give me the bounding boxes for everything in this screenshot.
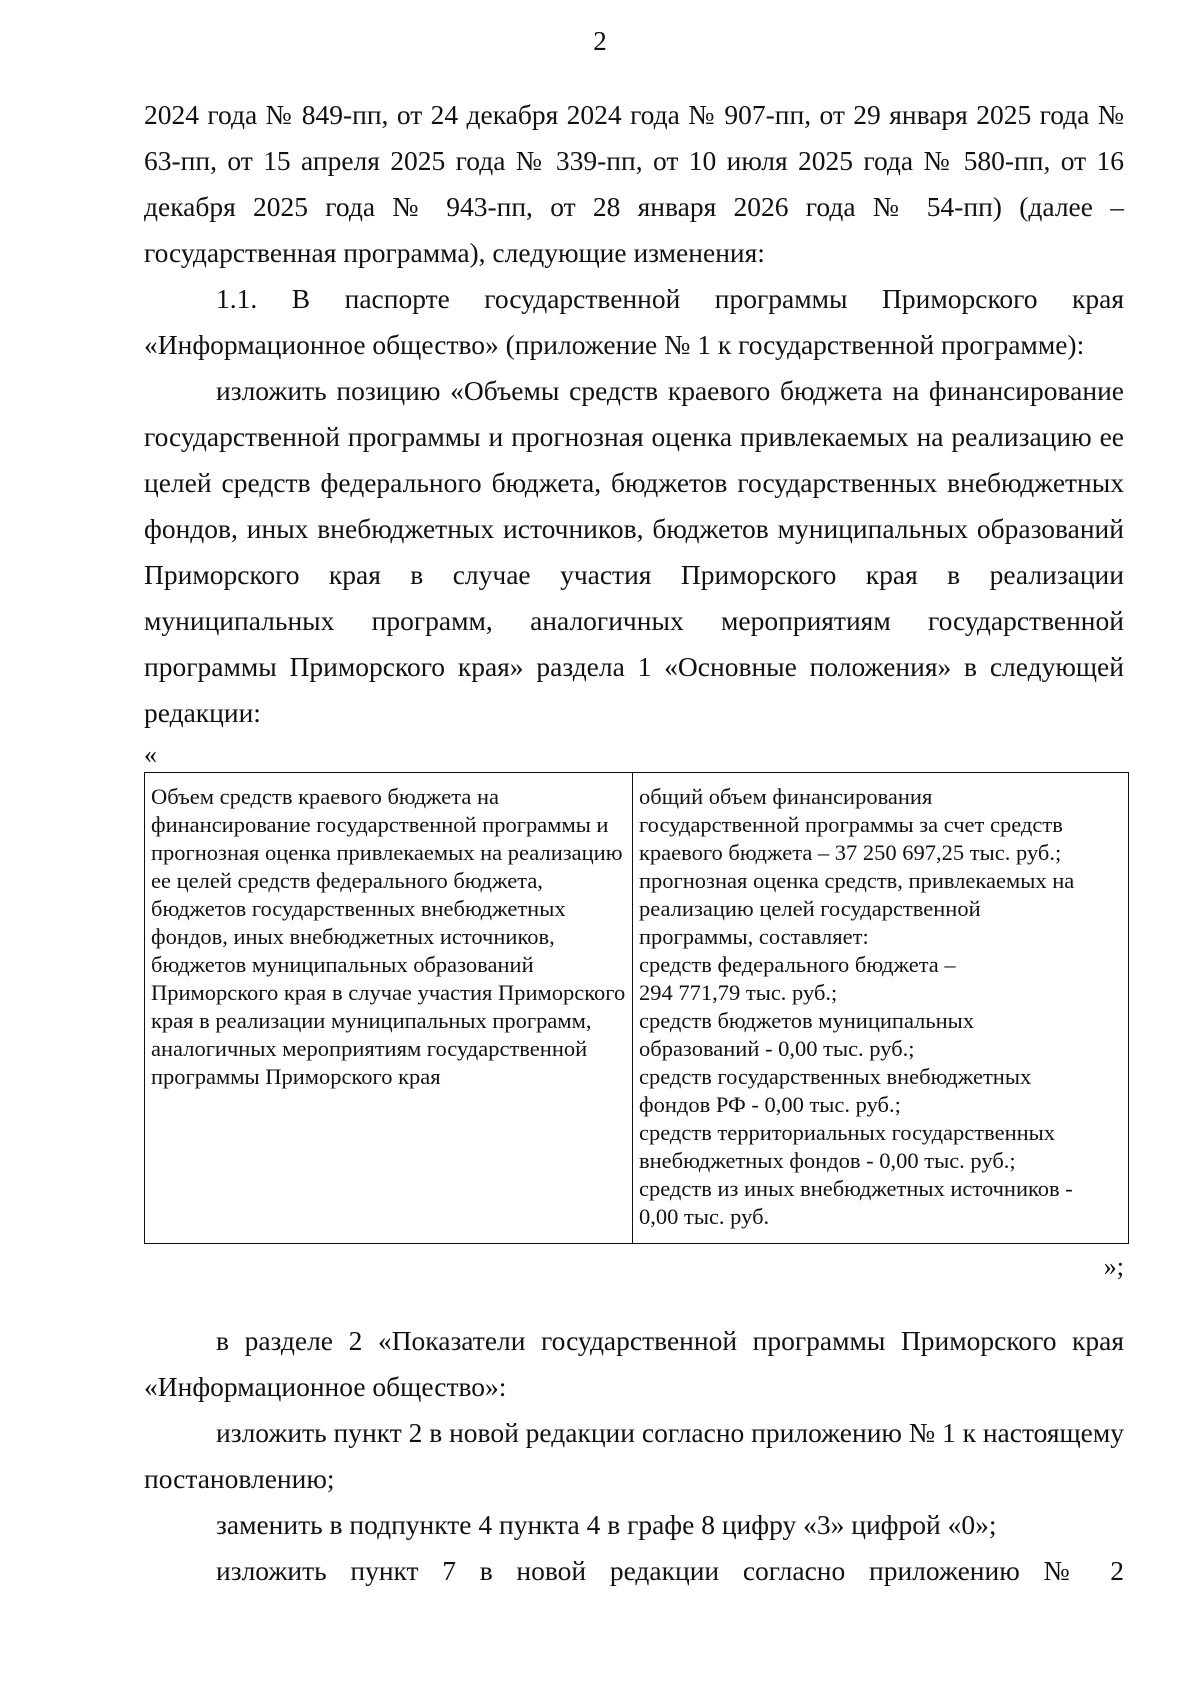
table-cell-position-value (633, 773, 1129, 1244)
cell-line: программы, составляет: (639, 924, 869, 949)
cell-line: средств бюджетов муниципальных (639, 1008, 975, 1033)
cell-line: фондов РФ - 0,00 тыс. руб.; (639, 1092, 901, 1117)
paragraph-state-position: изложить позицию «Объемы средств краевого бюджета на финансирование государственной программы и прогнозная оценка привлекаемых на реализацию ее целей средств федерального бюджета, бюджетов государственных внебюджетных фондов, иных внебюджетных источников, бюджетов муниципальных образований Приморского края в случае участия Приморского края в реализации муниципальных программ, аналогичных мероприятиям государственной программы Приморского края» раздела 1 «Основные положения» в следующей редакции: (144, 375, 1124, 728)
cell-line: средств федерального бюджета – (639, 952, 956, 977)
table-row (145, 773, 1129, 1244)
amendments-section (144, 1318, 1124, 1594)
cell-line: средств территориальных государственных (639, 1120, 1056, 1145)
paragraph-subitem-4: заменить в подпункте 4 пункта 4 в графе 8 цифру «3» цифрой «0»; (216, 1509, 997, 1540)
paragraph-1-1: 1.1. В паспорте государственной программы Приморского края «Информационное общество» (приложение № 1 к государственной программе): (144, 283, 1124, 360)
document-body (144, 92, 1124, 1594)
cell-line: средств государственных внебюджетных (639, 1064, 1032, 1089)
passport-table (144, 772, 1129, 1244)
paragraph-continuation: 2024 года № 849-пп, от 24 декабря 2024 года № 907-пп, от 29 января 2025 года № 63-пп, от 15 апреля 2025 года № 339-пп, от 10 июля 2025 года № 580-пп, от 16 декабря 2025 года № 943-пп, от 28 января 2026 года № 54-пп) (далее – государственная программа), следующие изменения: (144, 99, 1124, 268)
cell-line: образований - 0,00 тыс. руб.; (639, 1036, 915, 1061)
cell-line: 294 771,79 тыс. руб.; (639, 980, 838, 1005)
paragraph-item-7: изложить пункт 7 в новой редакции согласно приложению № 2 (216, 1555, 1124, 1586)
cell-line: 0,00 тыс. руб. (639, 1204, 770, 1229)
page-number: 2 (593, 26, 607, 56)
paragraph-section-2: в разделе 2 «Показатели государственной программы Приморского края «Информационное общество»: (144, 1325, 1124, 1402)
quote-open-mark: « (144, 740, 157, 769)
cell-line: общий объем финансирования (639, 784, 933, 809)
cell-line: краевого бюджета – 37 250 697,25 тыс. руб.; (639, 840, 1062, 865)
cell-line: прогнозная оценка средств, привлекаемых на (639, 868, 1075, 893)
cell-line: государственной программы за счет средств (639, 812, 1063, 837)
cell-line: внебюджетных фондов - 0,00 тыс. руб.; (639, 1148, 1016, 1173)
quote-close-mark: »; (1103, 1252, 1124, 1281)
cell-line: реализацию целей государственной (639, 896, 981, 921)
paragraph-item-2: изложить пункт 2 в новой редакции согласно приложению № 1 к настоящему постановлению; (144, 1417, 1125, 1494)
table-cell-position-name: Объем средств краевого бюджета на финансирование государственной программы и прогнозная оценка привлекаемых на реализацию ее целей средств федерального бюджета, бюджетов государственных внебюджетных фондов, иных внебюджетных источников, бюджетов муниципальных образований Приморского края в случае участия Приморского края в реализации муниципальных программ, аналогичных мероприятиям государственной программы Приморского края (145, 773, 633, 1244)
cell-line: средств из иных внебюджетных источников - (639, 1176, 1073, 1201)
